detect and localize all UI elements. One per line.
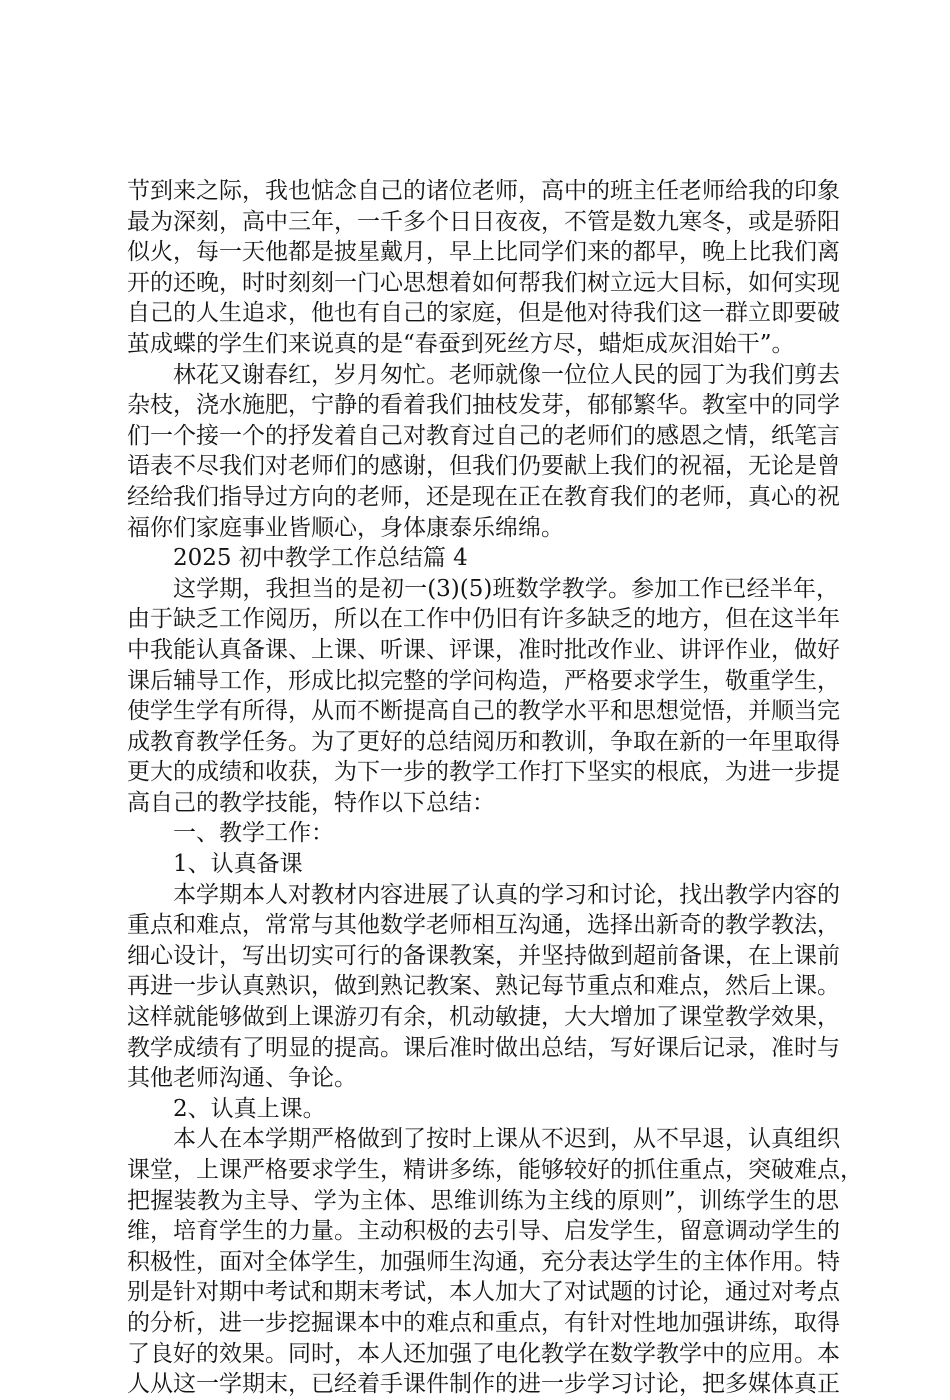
- text-line: 更大的成绩和收获，为下一步的教学工作打下坚实的根底，为进一步提: [127, 759, 840, 786]
- text-line: 经给我们指导过方向的老师，还是现在正在教育我们的老师，真心的祝: [127, 483, 840, 510]
- text-line: 这样就能够做到上课游刃有余，机动敏捷，大大增加了课堂教学效果，: [127, 1004, 840, 1031]
- text-line: 再进一步认真熟识，做到熟记教案、熟记每节重点和难点，然后上课。: [127, 973, 840, 1000]
- text-line: 重点和难点，常常与其他数学老师相互沟通，选择出新奇的教学教法，: [127, 912, 840, 939]
- text-line: 细心设计，写出切实可行的备课教案，并坚持做到超前备课，在上课前: [127, 942, 840, 969]
- text-line: 这学期，我担当的是初一(3)(5)班数学教学。参加工作已经半年，: [173, 575, 839, 602]
- text-line: 别是针对期中考试和期末考试，本人加大了对试题的讨论，通过对考点: [127, 1279, 840, 1306]
- text-line: 2025 初中教学工作总结篇 4: [173, 545, 468, 572]
- text-line: 其他老师沟通、争论。: [127, 1065, 357, 1092]
- text-line: 人从这一学期末，已经着手课件制作的进一步学习讨论，把多媒体真正: [127, 1371, 840, 1398]
- text-line: 自己的人生追求，他也有自己的家庭，但是他对待我们这一群立即要破: [127, 300, 840, 327]
- text-line: 节到来之际，我也惦念自己的诸位老师，高中的班主任老师给我的印象: [127, 178, 840, 204]
- text-line: 2、认真上课。: [173, 1095, 326, 1122]
- document-body: [127, 176, 863, 1400]
- text-line: 的分析，进一步挖掘课本中的难点和重点，有针对性地加强讲练，取得: [127, 1309, 840, 1336]
- text-line: 由于缺乏工作阅历，所以在工作中仍旧有许多缺乏的地方，但在这半年: [127, 606, 840, 633]
- paragraph: [127, 176, 839, 360]
- text-line: 维，培育学生的力量。主动积极的去引导、启发学生，留意调动学生的: [127, 1218, 840, 1245]
- text-line: 们一个接一个的抒发着自己对教育过自己的老师们的感恩之情，纸笔言: [127, 422, 840, 449]
- text-line: 杂枝，浇水施肥，宁静的看着我们抽枝发芽，郁郁繁华。教室中的同学: [127, 392, 840, 419]
- text-line: 语表不尽我们对老师们的感谢，但我们仍要献上我们的祝福，无论是曾: [127, 453, 840, 480]
- text-line: 本学期本人对教材内容进展了认真的学习和讨论，找出教学内容的: [173, 881, 840, 908]
- paragraph: [127, 574, 839, 819]
- text-line: 使学生学有所得，从而不断提高自己的教学水平和思想觉悟，并顺当完: [127, 698, 840, 725]
- paragraph: [127, 360, 839, 544]
- text-line: 教学成绩有了明显的提高。课后准时做出总结，写好课后记录，准时与: [127, 1034, 840, 1061]
- section-heading: [127, 1094, 839, 1125]
- text-line: 课后辅导工作，形成比拟完整的学问构造，严格要求学生，敬重学生，: [127, 667, 840, 694]
- text-line: 高自己的教学技能，特作以下总结：: [127, 789, 495, 816]
- text-line: 1、认真备课: [173, 851, 303, 878]
- text-line: 最为深刻，高中三年，一千多个日日夜夜，不管是数九寒冬，或是骄阳: [127, 208, 840, 235]
- text-line: 成教育教学任务。为了更好的总结阅历和教训，争取在新的一年里取得: [127, 728, 840, 755]
- section-heading: [127, 818, 839, 849]
- section-heading: [127, 849, 839, 880]
- text-line: 福你们家庭事业皆顺心，身体康泰乐绵绵。: [127, 514, 564, 541]
- text-line: 林花又谢春红，岁月匆忙。老师就像一位位人民的园丁为我们剪去: [173, 361, 840, 388]
- text-line: 把握装教为主导、学为主体、思维训练为主线的原则”，训练学生的思: [127, 1187, 839, 1214]
- text-line: 中我能认真备课、上课、听课、评课，准时批改作业、讲评作业，做好: [127, 636, 840, 663]
- paragraph: [127, 1124, 863, 1399]
- text-line: 一、教学工作：: [173, 820, 334, 847]
- paragraph: [127, 880, 839, 1094]
- text-line: 似火，每一天他都是披星戴月，早上比同学们来的都早，晚上比我们离: [127, 239, 840, 266]
- section-heading: [127, 543, 839, 574]
- text-line: 本人在本学期严格做到了按时上课从不迟到，从不早退，认真组织: [173, 1126, 840, 1153]
- text-line: 开的还晚，时时刻刻一门心思想着如何帮我们树立远大目标，如何实现: [127, 269, 840, 296]
- text-line: 课堂，上课严格要求学生，精讲多练，能够较好的抓住重点，突破难点，: [127, 1157, 863, 1183]
- text-line: 了良好的效果。同时，本人还加强了电化教学在数学教学中的应用。本: [127, 1340, 840, 1367]
- text-line: 茧成蝶的学生们来说真的是“春蚕到死丝方尽，蜡炬成灰泪始干”。: [127, 330, 795, 357]
- text-line: 积极性，面对全体学生，加强师生沟通，充分表达学生的主体作用。特: [127, 1248, 840, 1275]
